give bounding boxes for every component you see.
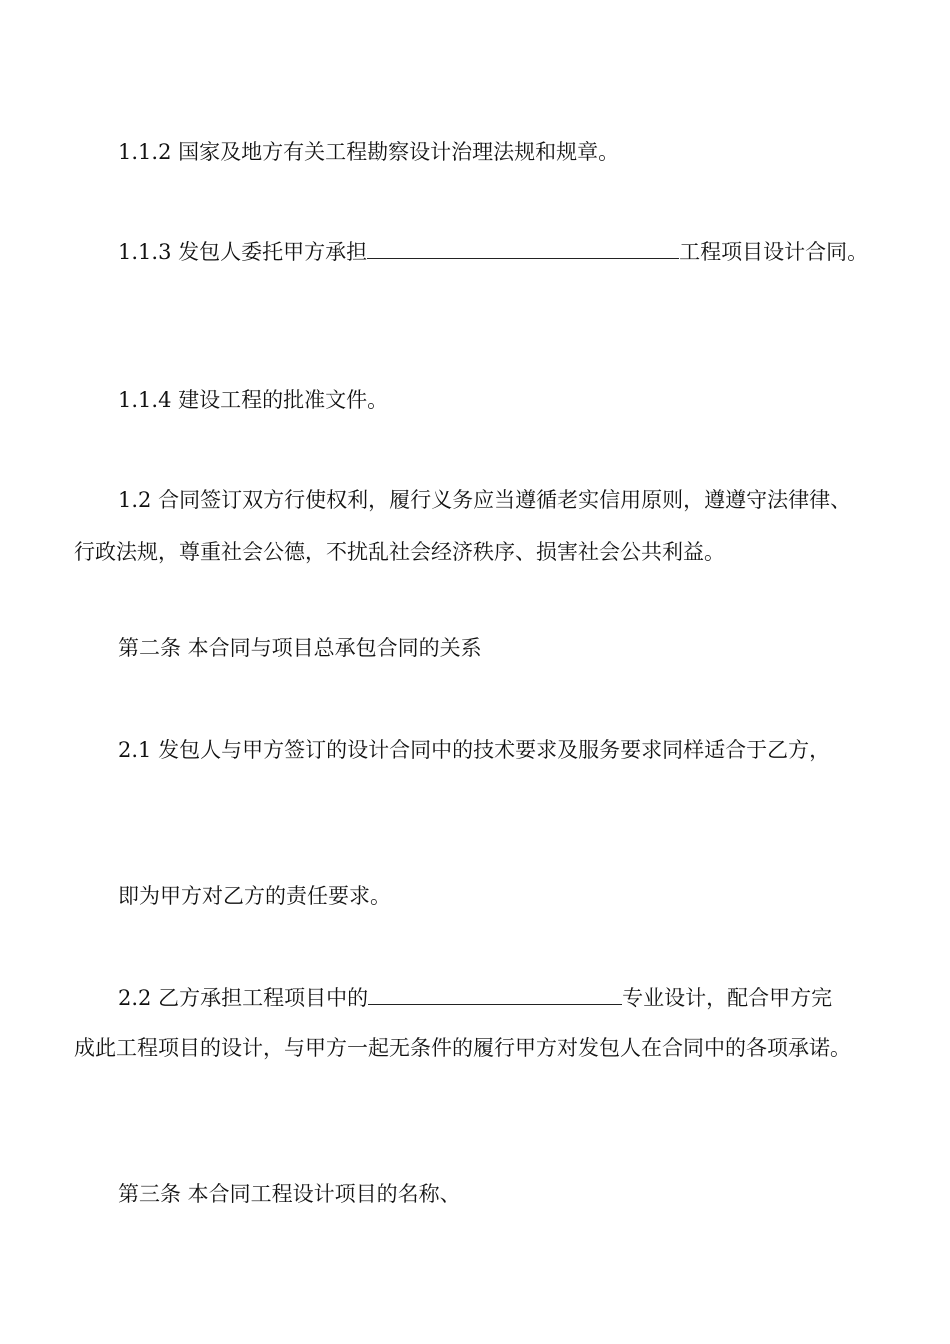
clause-text: 行政法规，尊重社会公德，不扰乱社会经济秩序、损害社会公共利益。 [74,540,725,564]
clause-text: 1.1.3 发包人委托甲方承担 [118,240,368,264]
clause-text: 1.2 合同签订双方行使权利，履行义务应当遵循老实信用原则，遵遵守法律律、 [118,488,852,512]
clause-text: 1.1.4 建设工程的批准文件。 [118,388,389,412]
clause-text-suffix: 工程项目设计合同。 [679,240,869,264]
clause-1-2-line-1 [118,486,851,514]
fill-in-blank-specialty[interactable] [368,984,622,1005]
clause-1-1-3 [118,238,868,266]
clause-2-2-line-2 [74,1034,851,1062]
clause-text: 成此工程项目的设计，与甲方一起无条件的履行甲方对发包人在合同中的各项承诺。 [74,1036,851,1060]
clause-text: 2.1 发包人与甲方签订的设计合同中的技术要求及服务要求同样适合于乙方， [118,738,831,762]
clause-1-1-2 [118,138,619,166]
clause-2-2-line-1 [118,984,832,1012]
article-2-heading [118,634,482,662]
clause-text: 即为甲方对乙方的责任要求。 [118,884,391,908]
article-3-heading [118,1180,461,1208]
clause-text-suffix: 专业设计，配合甲方完 [622,986,833,1010]
clause-2-1-line-1 [118,736,830,764]
clause-text: 1.1.2 国家及地方有关工程勘察设计治理法规和规章。 [118,140,620,164]
clause-1-1-4 [118,386,388,414]
fill-in-blank-project-name[interactable] [367,238,679,259]
clause-text: 2.2 乙方承担工程项目中的 [118,986,369,1010]
heading-text: 第二条 本合同与项目总承包合同的关系 [118,636,482,660]
clause-2-1-line-2 [118,882,391,910]
clause-1-2-line-2 [74,538,725,566]
heading-text: 第三条 本合同工程设计项目的名称、 [118,1182,461,1206]
